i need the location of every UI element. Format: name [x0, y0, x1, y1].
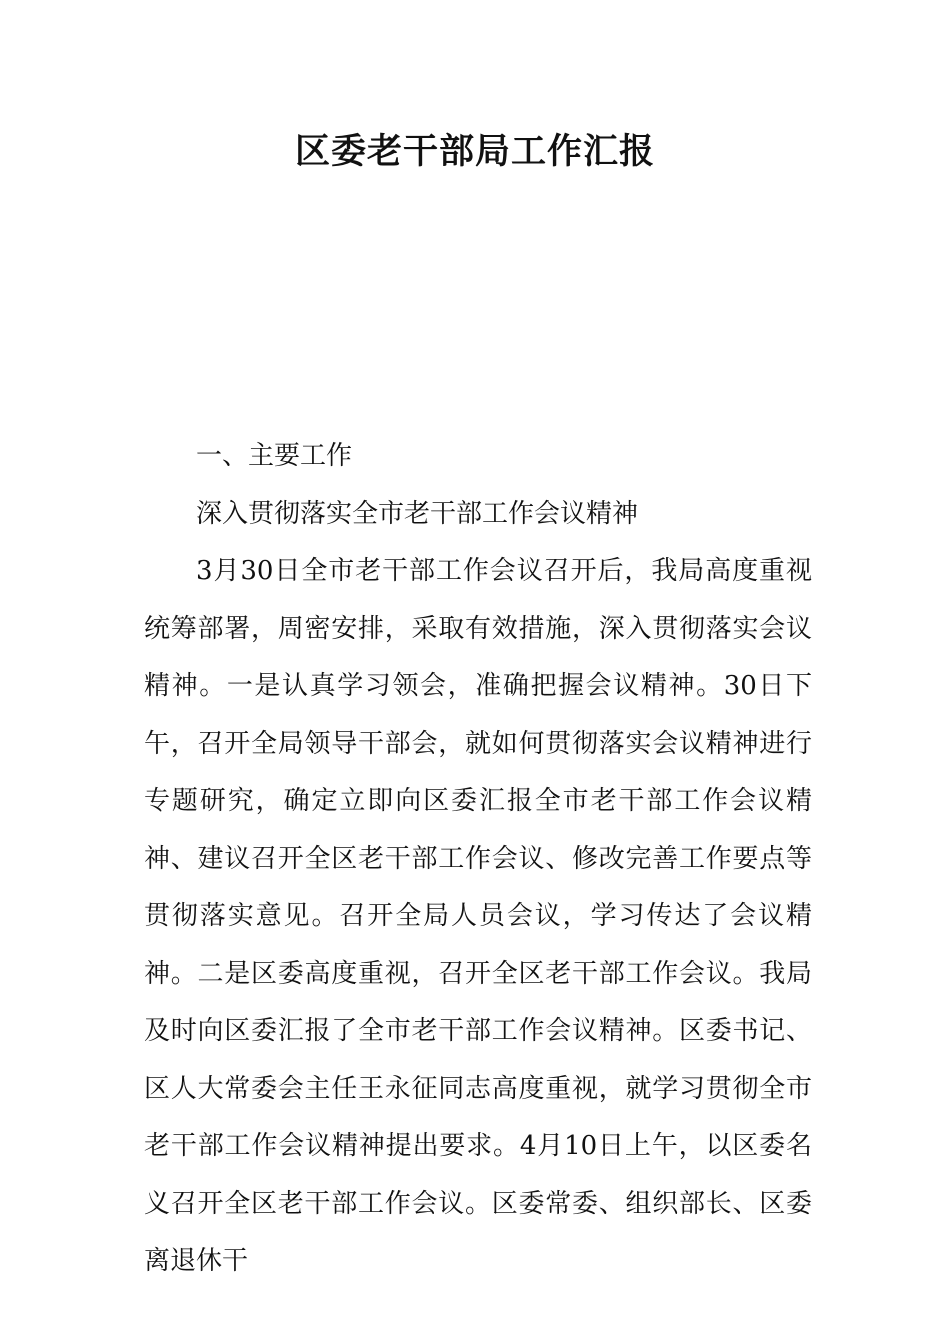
subheading: 深入贯彻落实全市老干部工作会议精神	[196, 498, 639, 529]
section-heading: 一、主要工作	[196, 441, 353, 471]
document-body	[144, 428, 812, 1291]
document-title: 区委老干部局工作汇报	[294, 132, 655, 172]
body-paragraph: 3月30日全市老干部工作会议召开后，我局高度重视统筹部署，周密安排，采取有效措施，深入贯彻落实会议精神。一是认真学习领会，准确把握会议精神。30日下午，召开全局领导干部会，就如何贯彻落实会议精神进行专题研究，确定立即向区委汇报全市老干部工作会议精神、建议召开全区老干部工作会议、修改完善工作要点等贯彻落实意见。召开全局人员会议，学习传达了会议精神。二是区委高度重视，召开全区老干部工作会议。我局及时向区委汇报了全市老干部工作会议精神。区委书记、区人大常委会主任王永征同志高度重视，就学习贯彻全市老干部工作会议精神提出要求。4月10日上午，以区委名义召开全区老干部工作会议。区委常委、组织部长、区委离退休干	[144, 556, 812, 1276]
